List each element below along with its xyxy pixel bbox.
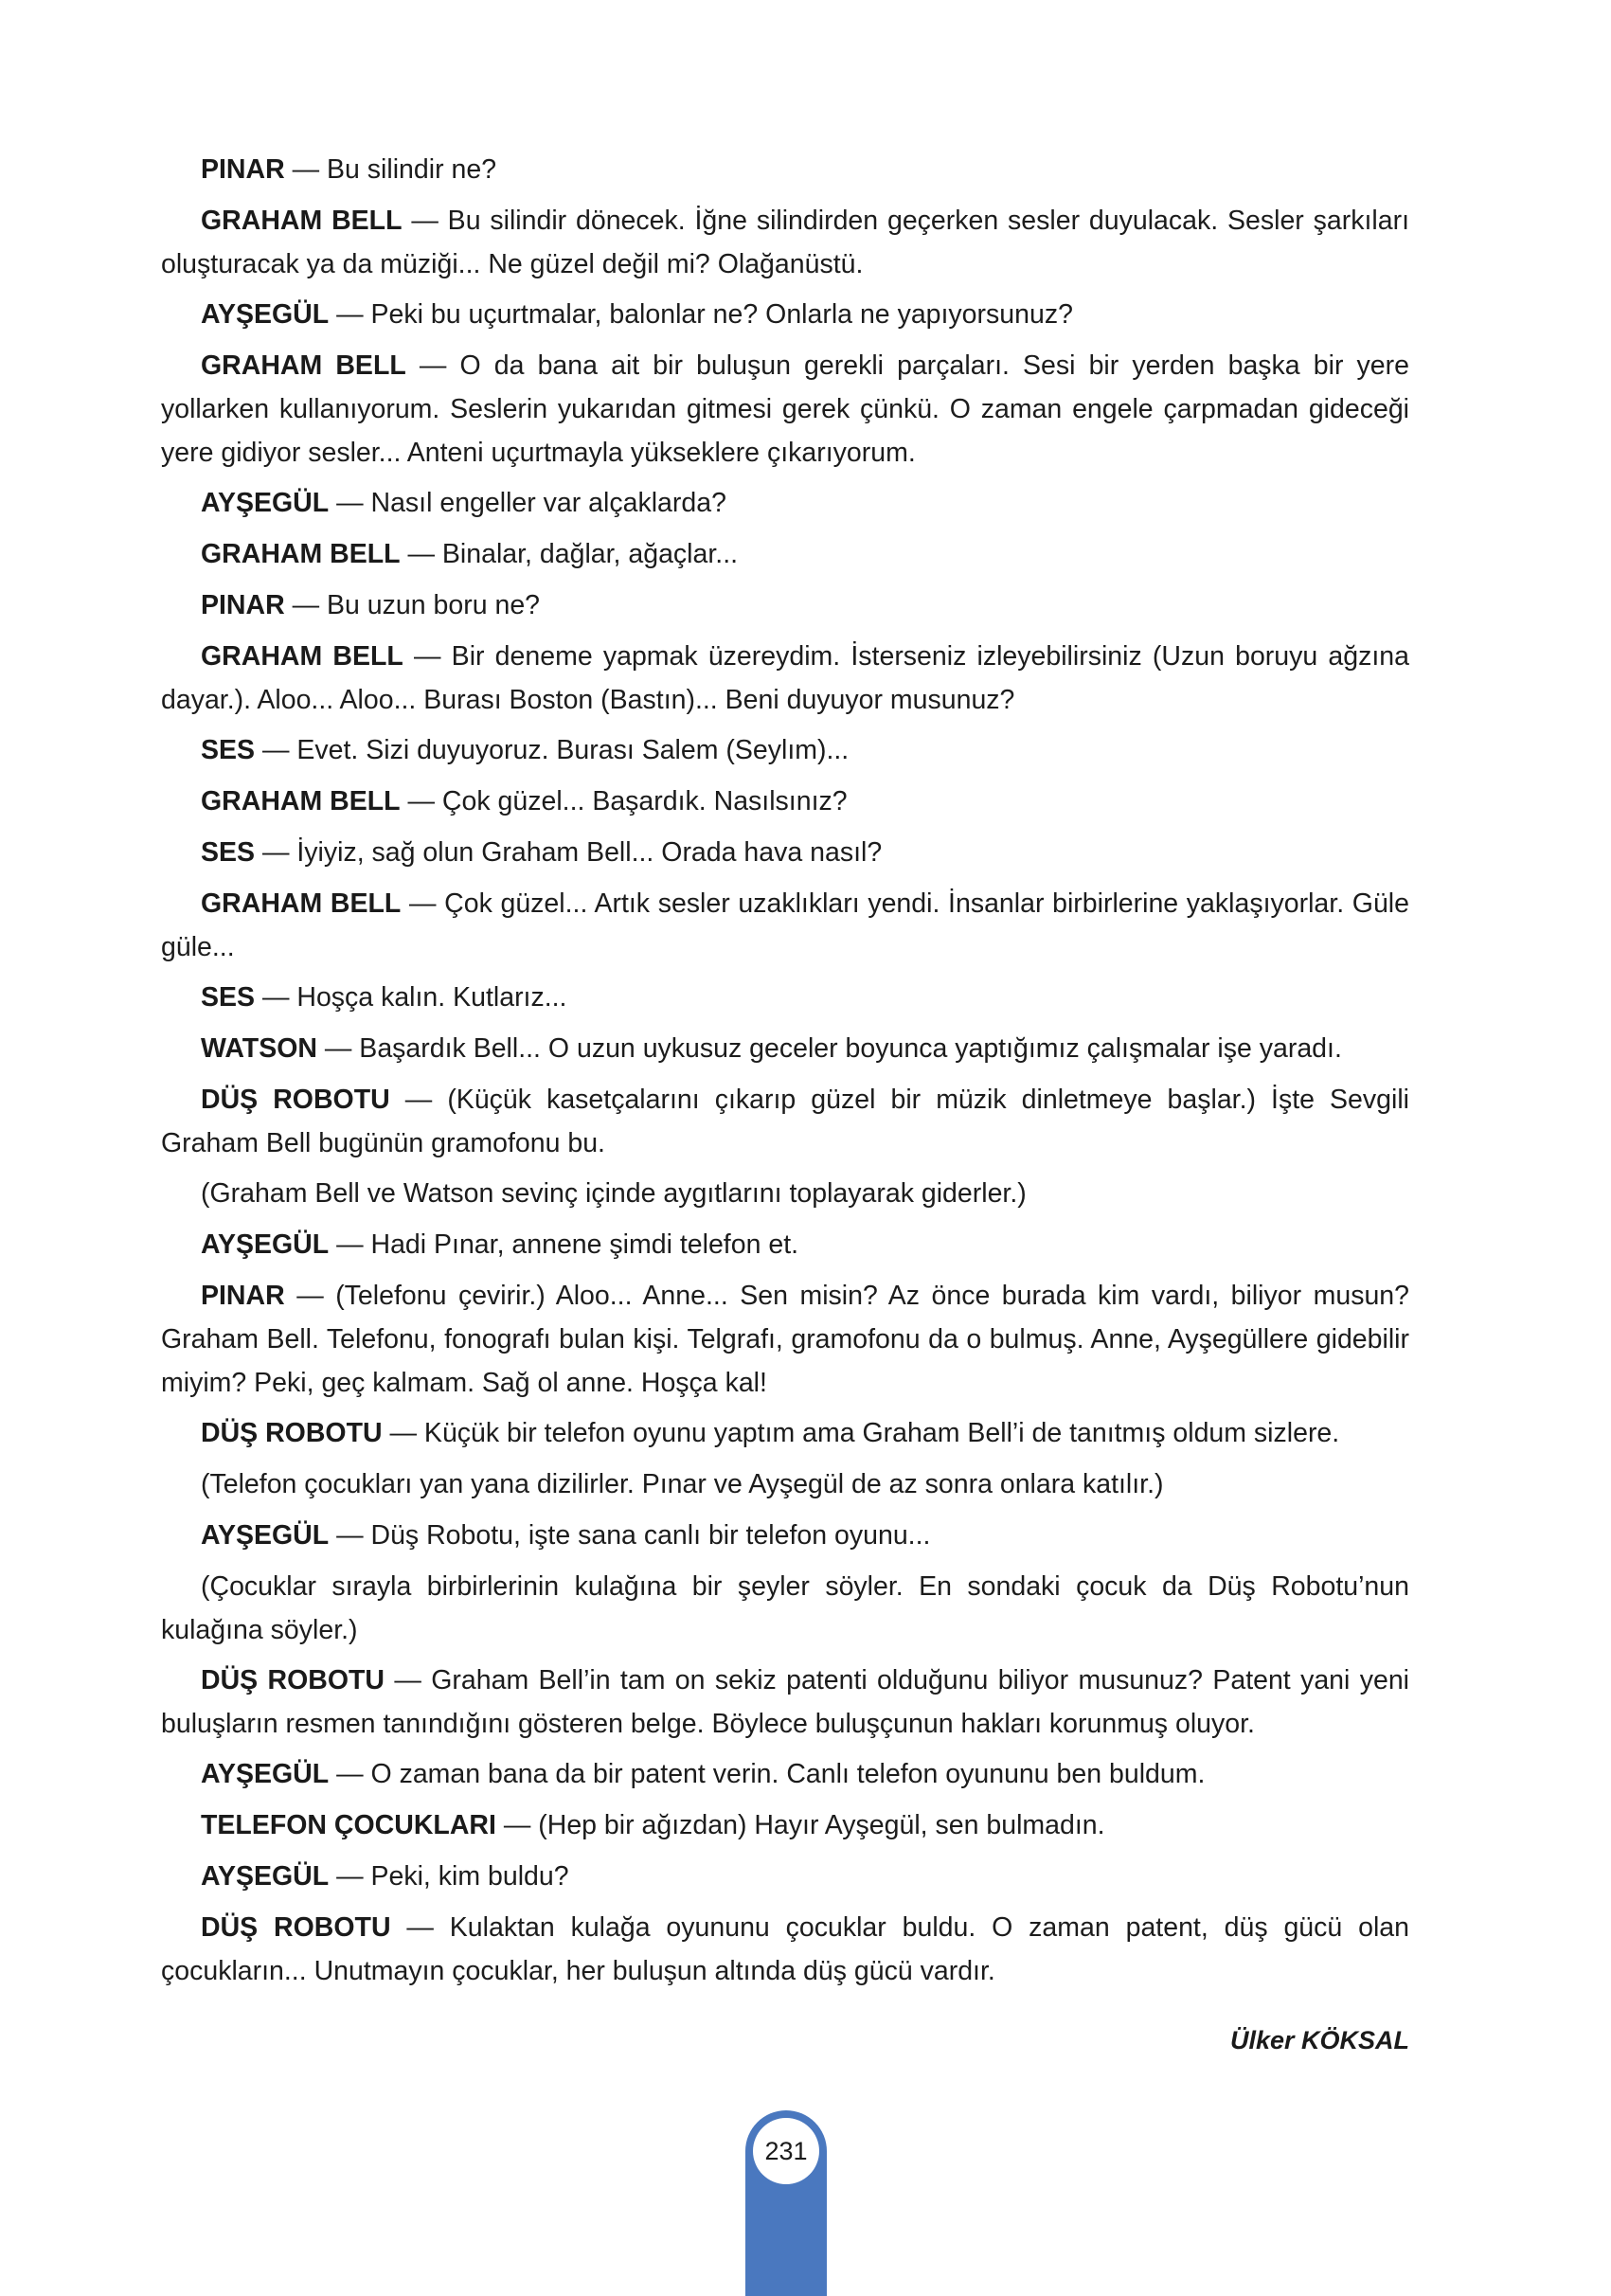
speaker-name: DÜŞ ROBOTU	[201, 1085, 390, 1115]
dialogue-line	[161, 780, 1409, 823]
dialogue-line	[161, 344, 1409, 475]
line-text: — Hoşça kalın. Kutlarız...	[255, 982, 567, 1013]
line-text: — O da bana ait bir buluşun gerekli parçaları. Sesi bir yerden başka bir yere yollarken kullanıyorum. Seslerin yukarıdan gitmesi gerek çünkü. O zaman engele çarpmadan gideceği yere gidiyor sesler... Anteni uçurtmayla yükseklere çıkarıyorum.	[161, 350, 1409, 468]
speaker-name: GRAHAM BELL	[201, 888, 402, 919]
stage-direction	[161, 1462, 1409, 1506]
line-text: — (Küçük kasetçalarını çıkarıp güzel bir müzik dinletmeye başlar.) İşte Sevgili Graham Bell bugünün gramofonu bu.	[161, 1085, 1409, 1158]
speaker-name: WATSON	[201, 1033, 317, 1064]
line-text: — Başardık Bell... O uzun uykusuz geceler boyunca yaptığımız çalışmalar işe yaradı.	[316, 1033, 1342, 1064]
dialogue-line	[161, 635, 1409, 722]
direction-text: (Graham Bell ve Watson sevinç içinde aygıtlarını toplayarak giderler.)	[201, 1178, 1027, 1209]
line-text: — Kulaktan kulağa oyununu çocuklar buldu. O zaman patent, düş gücü olan çocukların... Unutmayın çocuklar, her buluşun altında düş gücü vardır.	[161, 1912, 1409, 1986]
speaker-name: GRAHAM BELL	[201, 539, 401, 569]
speaker-name: GRAHAM BELL	[201, 350, 406, 381]
speaker-name: AYŞEGÜL	[201, 1520, 330, 1551]
dialogue-line	[161, 583, 1409, 627]
dialogue-line	[161, 1223, 1409, 1266]
dialogue-line	[161, 1274, 1409, 1405]
dialogue-line	[161, 1078, 1409, 1165]
line-text: — Çok güzel... Artık sesler uzaklıkları yendi. İnsanlar birbirlerine yaklaşıyorlar. Güle güle...	[161, 888, 1409, 962]
speaker-name: SES	[201, 982, 256, 1013]
dialogue-line	[161, 831, 1409, 874]
speaker-name: SES	[201, 837, 256, 868]
line-text: — Çok güzel... Başardık. Nasılsınız?	[400, 786, 848, 816]
line-text: — Evet. Sizi duyuyoruz. Burası Salem (Seylım)...	[255, 735, 850, 765]
line-text: — İyiyiz, sağ olun Graham Bell... Orada hava nasıl?	[255, 837, 883, 868]
speaker-name: PINAR	[201, 154, 285, 185]
speaker-name: GRAHAM BELL	[201, 641, 403, 672]
speaker-name: DÜŞ ROBOTU	[201, 1418, 383, 1448]
direction-text: (Telefon çocukları yan yana dizilirler. Pınar ve Ayşegül de az sonra onlara katılır.)	[201, 1469, 1164, 1499]
line-text: — (Telefonu çevirir.) Aloo... Anne... Sen misin? Az önce burada kim vardı, biliyor musun? Graham Bell. Telefonu, fonografı bulan kişi. Telgrafı, gramofonu da o bulmuş. Anne, Ayşegüllere gidebilir miyim? Peki, geç kalmam. Sağ ol anne. Hoşça kal!	[161, 1281, 1409, 1398]
speaker-name: PINAR	[201, 590, 285, 620]
speaker-name: GRAHAM BELL	[201, 206, 403, 236]
speaker-name: TELEFON ÇOCUKLARI	[201, 1810, 496, 1840]
dialogue-line	[161, 1906, 1409, 1993]
speaker-name: SES	[201, 735, 256, 765]
dialogue-line	[161, 728, 1409, 772]
line-text: — Bir deneme yapmak üzereydim. İsterseniz izleyebilirsiniz (Uzun boruyu ağzına dayar.). Aloo... Aloo... Burası Boston (Bastın)... Beni duyuyor musunuz?	[161, 641, 1409, 715]
dialogue-line	[161, 976, 1409, 1019]
line-text: — Bu silindir dönecek. İğne silindirden geçerken sesler duyulacak. Sesler şarkıları oluşturacak ya da müziği... Ne güzel değil mi? Olağanüstü.	[161, 206, 1409, 279]
line-text: — O zaman bana da bir patent verin. Canlı telefon oyununu ben buldum.	[329, 1759, 1206, 1789]
dialogue-line	[161, 1803, 1409, 1847]
line-text: — Küçük bir telefon oyunu yaptım ama Graham Bell’i de tanıtmış oldum sizlere.	[382, 1418, 1340, 1448]
speaker-name: DÜŞ ROBOTU	[201, 1665, 385, 1695]
line-text: — Peki, kim buldu?	[329, 1861, 569, 1892]
speaker-name: AYŞEGÜL	[201, 1861, 330, 1892]
direction-text: (Çocuklar sırayla birbirlerinin kulağına bir şeyler söyler. En sondaki çocuk da Düş Robotu’nun kulağına söyler.)	[161, 1571, 1409, 1645]
line-text: — Binalar, dağlar, ağaçlar...	[400, 539, 739, 569]
dialogue-line	[161, 532, 1409, 576]
dialogue-line	[161, 882, 1409, 969]
dialogue-line	[161, 481, 1409, 525]
play-text	[161, 148, 1409, 2000]
dialogue-line	[161, 1514, 1409, 1557]
line-text: — Graham Bell’in tam on sekiz patenti olduğunu biliyor musunuz? Patent yani yeni buluşların resmen tanındığını gösteren belge. Böylece buluşçunun hakları korunmuş oluyor.	[161, 1665, 1410, 1739]
speaker-name: AYŞEGÜL	[201, 299, 330, 330]
speaker-name: AYŞEGÜL	[201, 488, 330, 518]
speaker-name: GRAHAM BELL	[201, 786, 401, 816]
line-text: — Hadi Pınar, annene şimdi telefon et.	[329, 1229, 799, 1260]
dialogue-line	[161, 1659, 1409, 1746]
dialogue-line	[161, 1027, 1409, 1070]
line-text: — Düş Robotu, işte sana canlı bir telefon oyunu...	[329, 1520, 931, 1551]
line-text: — (Hep bir ağızdan) Hayır Ayşegül, sen bulmadın.	[495, 1810, 1105, 1840]
dialogue-line	[161, 1855, 1409, 1898]
speaker-name: DÜŞ ROBOTU	[201, 1912, 391, 1943]
line-text: — Bu silindir ne?	[284, 154, 497, 185]
author-name: Ülker KÖKSAL	[1229, 2026, 1409, 2054]
dialogue-line	[161, 1411, 1409, 1455]
speaker-name: PINAR	[201, 1281, 285, 1311]
dialogue-line	[161, 148, 1409, 191]
page-number: 231	[753, 2118, 819, 2184]
dialogue-line	[161, 1752, 1409, 1796]
line-text: — Nasıl engeller var alçaklarda?	[329, 488, 726, 518]
dialogue-line	[161, 199, 1409, 286]
speaker-name: AYŞEGÜL	[201, 1759, 330, 1789]
speaker-name: AYŞEGÜL	[201, 1229, 330, 1260]
stage-direction	[161, 1172, 1409, 1215]
dialogue-line	[161, 293, 1409, 336]
stage-direction	[161, 1565, 1409, 1652]
line-text: — Peki bu uçurtmalar, balonlar ne? Onlarla ne yapıyorsunuz?	[329, 299, 1073, 330]
line-text: — Bu uzun boru ne?	[284, 590, 541, 620]
